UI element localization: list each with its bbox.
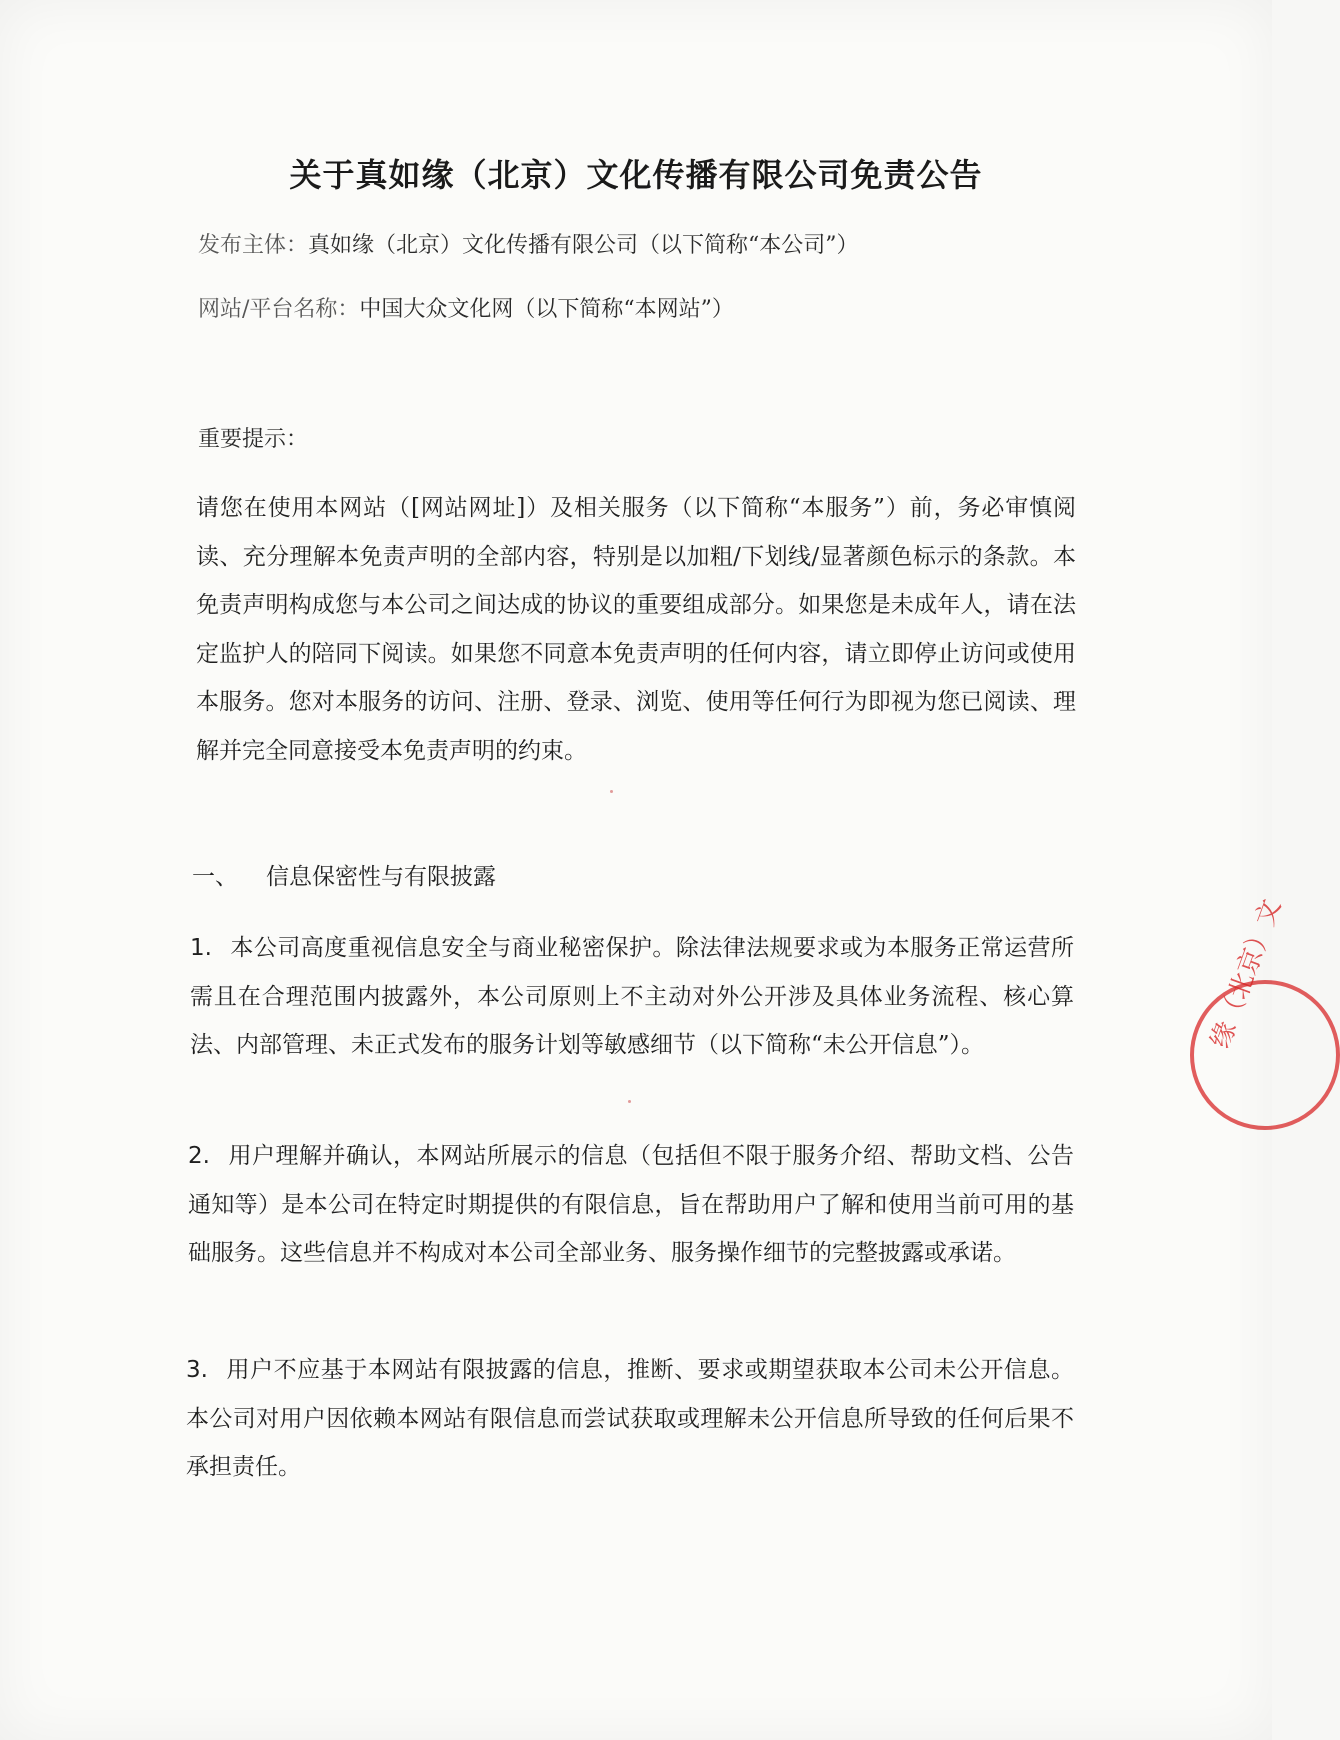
intro-paragraph: 请您在使用本网站（[网站网址]）及相关服务（以下简称“本服务”）前，务必审慎阅读、充分理解本免责声明的全部内容，特别是以加粗/下划线/显著颜色标示的条款。本免责声明构成您与本公司之间达成的协议的重要组成部分。如果您是未成年人，请在法定监护人的陪同下阅读。如果您不同意本免责声明的任何内容，请立即停止访问或使用本服务。您对本服务的访问、注册、登录、浏览、使用等任何行为即视为您已阅读、理解并完全同意接受本免责声明的约束。 <box>196 495 1076 764</box>
item-number: 2. <box>188 1143 210 1169</box>
document-title: 关于真如缘（北京）文化传播有限公司免责公告 <box>289 156 983 194</box>
scan-speck <box>610 790 613 793</box>
section-1-heading <box>192 858 496 891</box>
site-value: 中国大众文化网（以下简称“本网站”） <box>359 297 734 322</box>
publisher-value: 真如缘（北京）文化传播有限公司（以下简称“本公司”） <box>308 233 859 258</box>
list-item <box>186 1346 1074 1492</box>
list-item <box>188 1132 1074 1278</box>
important-heading: 重要提示： <box>198 427 309 452</box>
item-text: 用户理解并确认，本网站所展示的信息（包括但不限于服务介绍、帮助文档、公告通知等）是本公司在特定时期提供的有限信息，旨在帮助用户了解和使用当前可用的基础服务。这些信息并不构成对本公司全部业务、服务操作细节的完整披露或承诺。 <box>188 1143 1074 1266</box>
item-text: 本公司高度重视信息安全与商业秘密保护。除法律法规要求或为本服务正常运营所需且在合理范围内披露外，本公司原则上不主动对外公开涉及具体业务流程、核心算法、内部管理、未正式发布的服务计划等敏感细节（以下简称“未公开信息”）。 <box>190 935 1074 1058</box>
section-1-title: 信息保密性与有限披露 <box>266 864 496 890</box>
list-item <box>190 924 1074 1070</box>
seal-text: 缘（北京）文 <box>1205 895 1288 1053</box>
publisher-label: 发布主体： <box>198 233 309 258</box>
publisher-line <box>198 228 859 259</box>
section-1-number: 一、 <box>192 864 238 890</box>
item-number: 1. <box>190 935 212 961</box>
item-text: 用户不应基于本网站有限披露的信息，推断、要求或期望获取本公司未公开信息。 本公司对用户因依赖本网站有限信息而尝试获取或理解未公开信息所导致的任何后果不承担责任。 <box>186 1357 1074 1480</box>
scan-speck <box>628 1100 631 1103</box>
item-number: 3. <box>186 1357 208 1383</box>
site-label: 网站/平台名称： <box>198 297 360 322</box>
site-line <box>198 292 734 323</box>
